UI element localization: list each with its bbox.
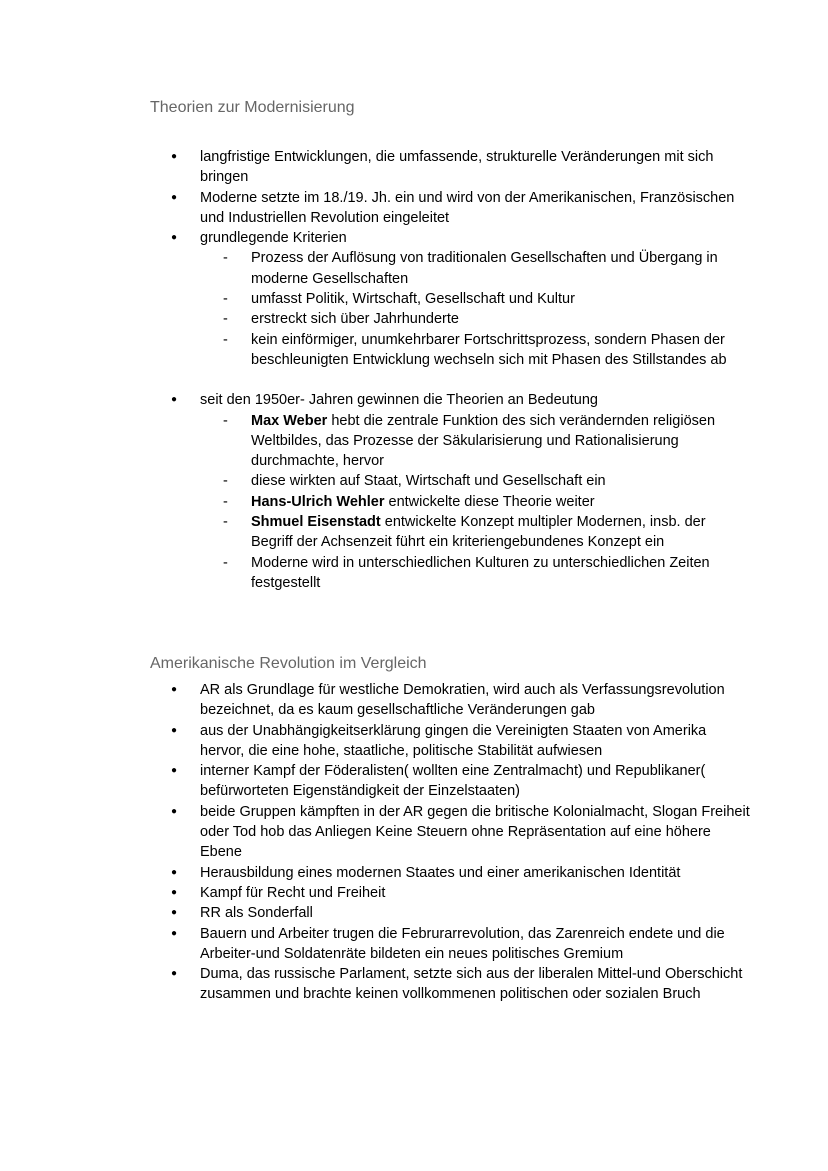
list-item: ● langfristige Entwicklungen, die umfassende, strukturelle Veränderungen mit sich bringen (150, 147, 750, 188)
sublist-item-text: entwickelte diese Theorie weiter (384, 493, 595, 510)
list-item: ● Moderne setzte im 18./19. Jh. ein und wird von der Amerikanischen, Französischen und Industriellen Revolution eingeleitet (150, 188, 750, 229)
theorists-sublist (200, 411, 750, 594)
sublist-item-weber (200, 411, 750, 472)
list-item: ● Kampf für Recht und Freiheit (150, 883, 750, 903)
list-item-text: grundlegende Kriterien (200, 230, 347, 247)
list-item-criteria (150, 228, 750, 370)
list-item-text: seit den 1950er- Jahren gewinnen die Theorien an Bedeutung (200, 392, 598, 409)
list-item-theorists (150, 390, 750, 593)
list-item: ● Duma, das russische Parlament, setzte sich aus der liberalen Mittel-und Oberschicht zusammen und brachte keinen vollkommenen politischen oder sozialen Bruch (150, 964, 750, 1005)
list-item: ● aus der Unabhängigkeitserklärung gingen die Vereinigten Staaten von Amerika hervor, die eine hohe, staatliche, politische Stabilität aufwiesen (150, 721, 750, 762)
list-item: ● Herausbildung eines modernen Staates und einer amerikanischen Identität (150, 863, 750, 883)
list-item: ● AR als Grundlage für westliche Demokratien, wird auch als Verfassungsrevolution bezeichnet, da es kaum gesellschaftliche Veränderungen gab (150, 680, 750, 721)
list-item: ● beide Gruppen kämpften in der AR gegen die britische Kolonialmacht, Slogan Freiheit oder Tod hob das Anliegen Keine Steuern ohne Repräsentation auf eine höhere Ebene (150, 802, 750, 863)
list-item: ● Bauern und Arbeiter trugen die Februrarrevolution, das Zarenreich endete und die Arbeiter-und Soldatenräte bildeten ein neues politisches Gremium (150, 924, 750, 965)
sublist-item: - Moderne wird in unterschiedlichen Kulturen zu unterschiedlichen Zeiten festgestellt (200, 553, 750, 594)
sublist-item-wehler (200, 492, 750, 512)
section-heading-modernisierung: Theorien zur Modernisierung (150, 99, 355, 116)
bullet-list-modernisierung (150, 147, 750, 593)
sublist-item-text: hebt die zentrale Funktion des sich verändernden religiösen Weltbildes, das Prozesse der Säkularisierung und Rationalisierung durchmachte, hervor (251, 412, 716, 470)
theorist-name-weber: Max Weber (251, 412, 328, 429)
sublist-item-eisenstadt (200, 512, 750, 553)
bullet-list-amerikanische-revolution (150, 680, 750, 1005)
section-heading-amerikanische-revolution: Amerikanische Revolution im Vergleich (150, 655, 427, 672)
criteria-sublist (200, 248, 750, 370)
sublist-item: - erstreckt sich über Jahrhunderte (200, 309, 750, 329)
list-item: ● interner Kampf der Föderalisten( wollten eine Zentralmacht) und Republikaner( befürworteten Eigenständigkeit der Einzelstaaten) (150, 761, 750, 802)
sublist-item: - umfasst Politik, Wirtschaft, Gesellschaft und Kultur (200, 289, 750, 309)
list-item: ● RR als Sonderfall (150, 903, 750, 923)
sublist-item-text: entwickelte Konzept multipler Modernen, insb. der Begriff der Achsenzeit führt ein kriteriengebundenes Konzept ein (251, 514, 706, 551)
sublist-item: - Prozess der Auflösung von traditionalen Gesellschaften und Übergang in moderne Gesellschaften (200, 248, 750, 289)
theorist-name-wehler: Hans-Ulrich Wehler (251, 493, 385, 510)
sublist-item: - kein einförmiger, unumkehrbarer Fortschrittsprozess, sondern Phasen der beschleunigten Entwicklung wechseln sich mit Phasen des Stillstandes ab (200, 330, 750, 371)
sublist-item: - diese wirkten auf Staat, Wirtschaft und Gesellschaft ein (200, 471, 750, 491)
theorist-name-eisenstadt: Shmuel Eisenstadt (251, 514, 381, 531)
